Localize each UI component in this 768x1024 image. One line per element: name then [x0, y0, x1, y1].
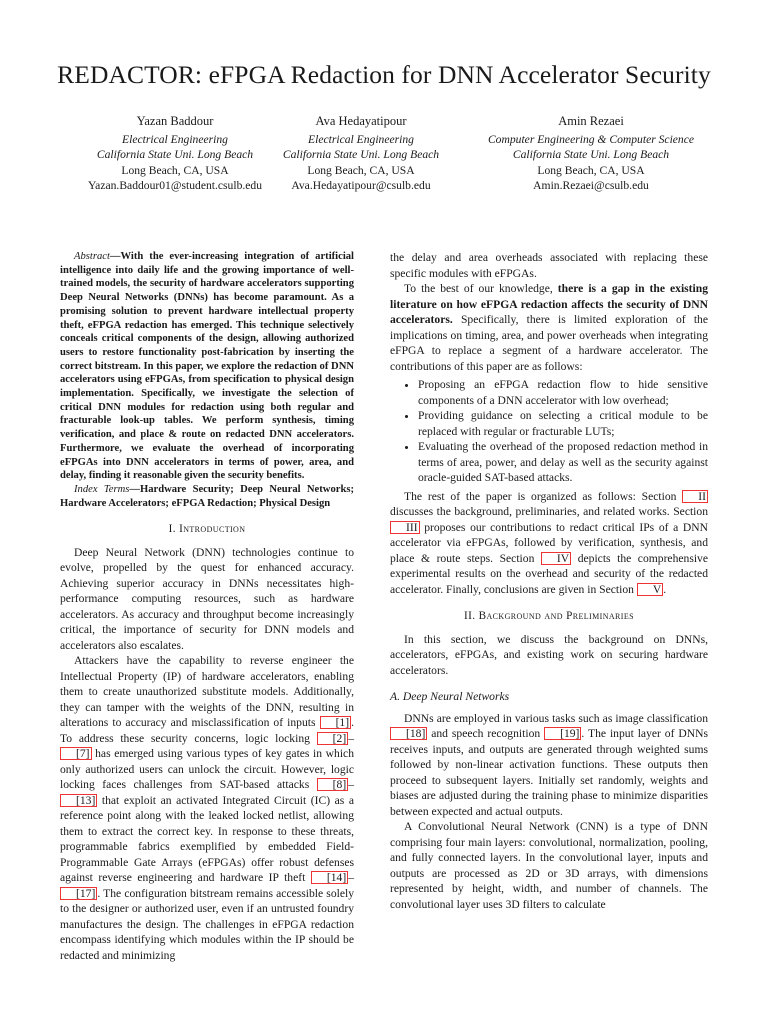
subsection-heading-dnn: A. Deep Neural Networks	[390, 690, 510, 703]
paragraph: A Convolutional Neural Network (CNN) is a type of DNN comprising four main layers: convolutional, normalization, pooling, and fully connected layers. In the convolutional layer, inputs and outputs are processed as 2D or 3D arrays, with dimensions represented by height, width, and number of channels. The convolutional layer uses 3D filters to calculate	[390, 820, 708, 911]
author-name: Amin Rezaei	[558, 114, 624, 128]
author-location: Long Beach, CA, USA	[537, 163, 645, 177]
author-dept: Electrical Engineering	[122, 132, 228, 146]
paragraph	[60, 653, 354, 963]
author-2	[256, 114, 466, 194]
abstract-lead: Abstract	[74, 251, 110, 262]
paper-title: REDACTOR: eFPGA Redaction for DNN Accelerator Security	[57, 60, 711, 89]
text-span: To the best of our knowledge,	[404, 282, 558, 295]
text-span: discusses the background, preliminaries, and related works. Section	[390, 505, 708, 518]
text-span: depicts the comprehensive experimental results on the overhead and security of the redacted accelerator. Finally, conclusions are given in Section	[390, 551, 708, 596]
citation-link[interactable]: [13]	[60, 794, 97, 807]
author-univ: California State Uni. Long Beach	[96, 148, 254, 162]
author-email: Ava.Hedayatipour@csulb.edu	[291, 179, 431, 193]
abstract-text: —With the ever-increasing integration of artificial intelligence into daily life and the growing importance of well-trained models, the security of hardware accelerators supporting Deep Neural Networks (DNNs) has become paramount. As a promising solution to prevent hardware intellectual property theft, eFPGA redaction has emerged. This technique selectively conceals critical components of the design, allowing authorized users to restore functionality post-fabrication by inserting the correct bitstream. In this paper, we explore the redaction of DNN accelerators using eFPGAs, from specification to physical design implementation. Specifically, we investigate the selection of critical DNN modules for redaction using both regular and fracturable look-up tables. We perform synthesis, timing verification, and place & route on redacted DNN accelerators. Furthermore, we evaluate the overhead of incorporating eFPGAs into DNN accelerators in terms of power, area, and delay, finding it reasonable given the security benefits.	[60, 251, 354, 482]
section-link[interactable]: IV	[541, 552, 571, 565]
paragraph	[390, 711, 708, 820]
author-univ: California State Uni. Long Beach	[282, 148, 440, 162]
paragraph: In this section, we discuss the background on DNNs, accelerators, eFPGAs, and existing work on securing hardware accelerators.	[390, 632, 708, 677]
text-span: and speech recognition	[427, 727, 545, 740]
author-3	[466, 114, 716, 194]
citation-link[interactable]: [14]	[311, 871, 348, 884]
author-location: Long Beach, CA, USA	[121, 163, 229, 177]
text-span: The rest of the paper is organized as follows: Section	[404, 489, 683, 503]
author-dept: Electrical Engineering	[308, 132, 414, 146]
citation-link[interactable]: [2]	[317, 732, 349, 745]
paragraph: the delay and area overheads associated with replacing these specific modules with eFPGAs.	[390, 251, 708, 280]
list-item: • Evaluating the overhead of the proposed redaction method in terms of area, power, and delay as well as the security against oracle-guided SAT-based attacks.	[418, 439, 708, 486]
text-span: Attackers have the capability to reverse engineer the Intellectual Property (IP) of hardware accelerators, enabling them to create unauthorized substitute models. Additionally, they can tamper with the weights of the DNN, resulting in alterations to accuracy and misclassification of inputs	[60, 654, 354, 730]
right-column	[390, 250, 708, 912]
abstract	[60, 250, 354, 483]
section-heading-background: II. Background and Preliminaries	[463, 610, 634, 622]
left-column	[60, 250, 354, 963]
paragraph	[390, 281, 708, 374]
author-email: Yazan.Baddour01@student.csulb.edu	[87, 179, 263, 193]
index-terms-text: —Hardware Security; Deep Neural Networks; Hardware Accelerators; eFPGA Redaction; Physical Design	[60, 483, 354, 509]
section-link[interactable]: III	[390, 521, 420, 534]
bold-text: there is a gap in the existing literature on how eFPGA redaction affects the security of DNN accelerators.	[390, 282, 708, 326]
text-span: . The input layer of DNNs receives inputs, and outputs are generated through weighted sums followed by non-linear activation functions. These outputs then proceed to subsequent layers. Initially set randomly, weights and biases are adjusted during the training phase to minimize disparities between expected and actual outputs.	[390, 727, 708, 818]
text-span: Specifically, there is limited exploration of the implications on timing, area, and power overheads when integrating eFPGA to replace a segment of a hardware accelerator. The contributions of this paper are as follows:	[390, 313, 708, 373]
contribution-list	[390, 377, 708, 486]
author-univ: California State Uni. Long Beach	[512, 148, 670, 162]
index-terms-lead: Index Terms	[74, 483, 130, 495]
author-location: Long Beach, CA, USA	[307, 163, 415, 177]
text-span: –	[348, 731, 354, 745]
citation-link[interactable]: [19]	[544, 727, 581, 740]
text-span: .	[663, 582, 667, 596]
text-span: –	[348, 871, 354, 885]
text-span: proposes our contributions to redact critical IPs of a DNN accelerator via eFPGAs, followed by verification, synthesis, and place & route steps. Section	[390, 520, 708, 565]
paragraph: Deep Neural Network (DNN) technologies continue to evolve, propelled by the quest for enhanced accuracy. Achieving superior accuracy in DNNs necessitates high-performance computing resources, such as hardware accelerators. As accuracy and throughput become increasingly critical, the importance of security for DNN models and accelerators also escalates.	[60, 545, 354, 652]
citation-link[interactable]: [18]	[390, 727, 427, 740]
index-terms	[60, 483, 354, 510]
author-name: Yazan Baddour	[136, 114, 214, 128]
section-link[interactable]: V	[637, 583, 663, 596]
list-item: • Proposing an eFPGA redaction flow to hide sensitive components of a DNN accelerator with low overhead;	[418, 377, 708, 408]
citation-link[interactable]: [17]	[60, 887, 97, 900]
paragraph	[390, 489, 708, 598]
citation-link[interactable]: [7]	[60, 747, 92, 760]
list-item: • Providing guidance on selecting a critical module to be replaced with regular or fracturable LUTs;	[418, 408, 708, 439]
text-span: . To address these security concerns, logic locking	[60, 716, 354, 745]
text-span: has emerged using various types of key gates in which only authorized users can unlock the circuit. However, logic locking faces challenges from SAT-based attacks	[60, 747, 354, 792]
text-span: –	[348, 778, 354, 792]
citation-link[interactable]: [8]	[317, 778, 349, 791]
author-block	[70, 114, 718, 204]
section-heading-introduction: I. Introduction	[168, 523, 246, 536]
author-name: Ava Hedayatipour	[315, 114, 407, 128]
citation-link[interactable]: [1]	[320, 716, 352, 729]
text-span: . The configuration bitstream remains accessible solely to the designer or authorized user, even if an untrusted foundry manufactures the design. The challenges in eFPGA redaction encompass identifying which modules within the IP should be redacted and minimizing	[60, 886, 354, 962]
section-link[interactable]: II	[682, 490, 708, 503]
author-email: Amin.Rezaei@csulb.edu	[533, 179, 649, 193]
text-span: DNNs are employed in various tasks such as image classification	[404, 711, 708, 725]
author-dept: Computer Engineering & Computer Science	[487, 132, 695, 146]
text-span: that exploit an activated Integrated Circuit (IC) as a reference point along with the leaked locked netlist, allowing them to extract the correct key. In response to these threats, programmable fabrics exemplified by embedded Field-Programmable Gate Arrays (eFPGAs) offer robust defenses against reverse engineering and hardware IP theft	[60, 793, 354, 885]
author-1	[70, 114, 280, 194]
